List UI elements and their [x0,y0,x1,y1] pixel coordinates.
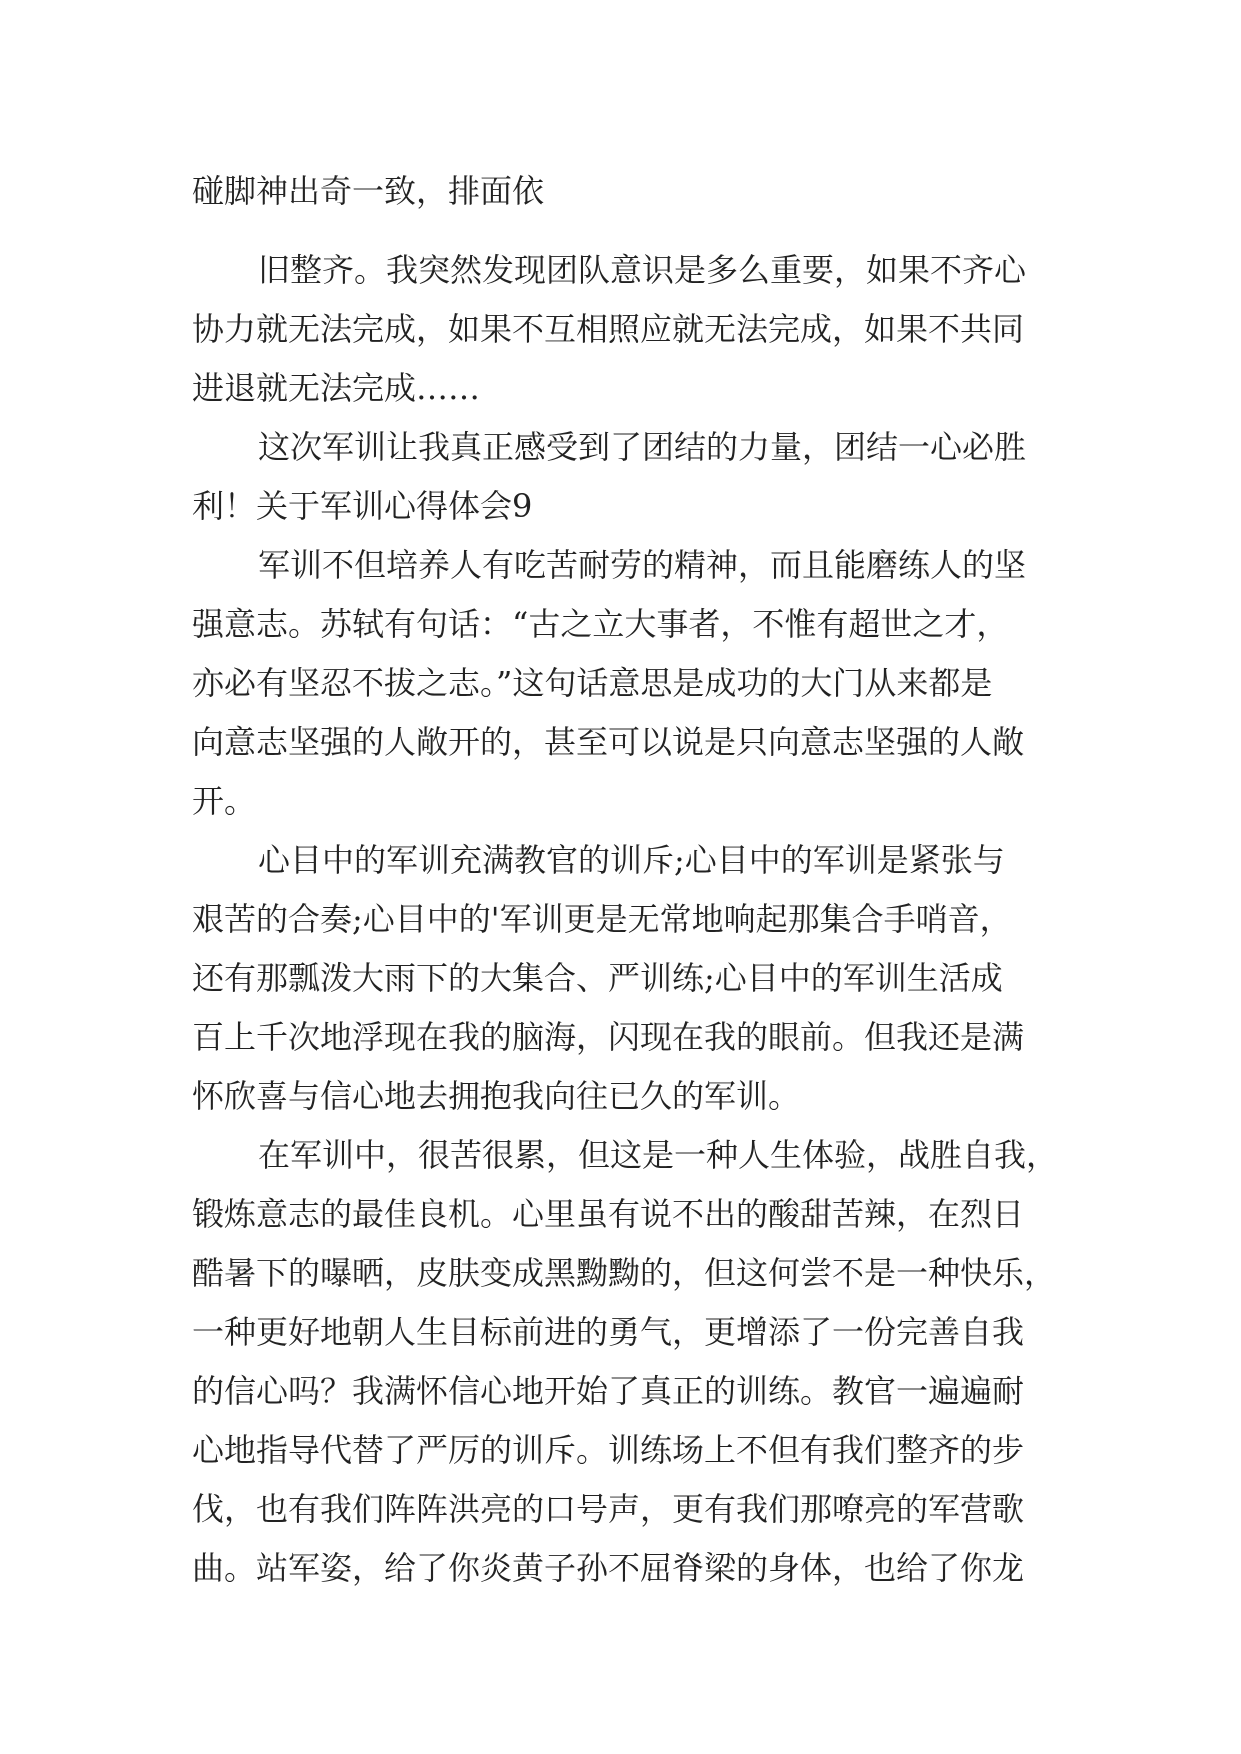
text-line: 还有那瓢泼大雨下的大集合、严训练;心目中的军训生活成 [192,959,1003,997]
text-line: 进退就无法完成…… [192,369,481,407]
document-body [192,162,1059,1598]
text-line: 曲。站军姿，给了你炎黄子孙不屈脊梁的身体，也给了你龙 [192,1549,1025,1587]
text-line: 伐，也有我们阵阵洪亮的口号声，更有我们那嘹亮的军营歌 [192,1490,1025,1528]
text-line: 一种更好地朝人生目标前进的勇气，更增添了一份完善自我 [192,1313,1025,1351]
text-line: 怀欣喜与信心地去拥抱我向往已久的军训。 [192,1077,801,1115]
text-line: 百上千次地浮现在我的脑海，闪现在我的眼前。但我还是满 [192,1018,1025,1056]
text-line: 协力就无法完成，如果不互相照应就无法完成，如果不共同 [192,310,1025,348]
text-line: 这次军训让我真正感受到了团结的力量，团结一心必胜 [258,428,1027,466]
text-line: 锻炼意志的最佳良机。心里虽有说不出的酸甜苦辣，在烈日 [192,1195,1025,1233]
text-line: 亦必有坚忍不拔之志。”这句话意思是成功的大门从来都是 [192,664,993,702]
text-line: 开。 [192,782,257,820]
text-line: 碰脚神出奇一致，排面依 [192,172,545,210]
text-line: 酷暑下的曝晒，皮肤变成黑黝黝的，但这何尝不是一种快乐， [192,1254,1057,1292]
text-line: 利！关于军训心得体会9 [192,487,533,525]
text-line: 心地指导代替了严厉的训斥。训练场上不但有我们整齐的步 [192,1431,1025,1469]
text-line: 向意志坚强的人敞开的，甚至可以说是只向意志坚强的人敞 [192,723,1025,761]
text-line: 在军训中，很苦很累，但这是一种人生体验，战胜自我， [258,1136,1059,1174]
text-line: 心目中的军训充满教官的训斥;心目中的军训是紧张与 [258,841,1005,879]
text-line: 的信心吗？我满怀信心地开始了真正的训练。教官一遍遍耐 [192,1372,1025,1410]
text-line: 军训不但培养人有吃苦耐劳的精神，而且能磨练人的坚 [258,546,1027,584]
text-line: 强意志。苏轼有句话：“古之立大事者，不惟有超世之才， [192,605,1009,643]
text-line: 旧整齐。我突然发现团队意识是多么重要，如果不齐心 [258,251,1027,289]
text-line: 艰苦的合奏;心目中的'军训更是无常地响起那集合手哨音， [192,900,1012,938]
